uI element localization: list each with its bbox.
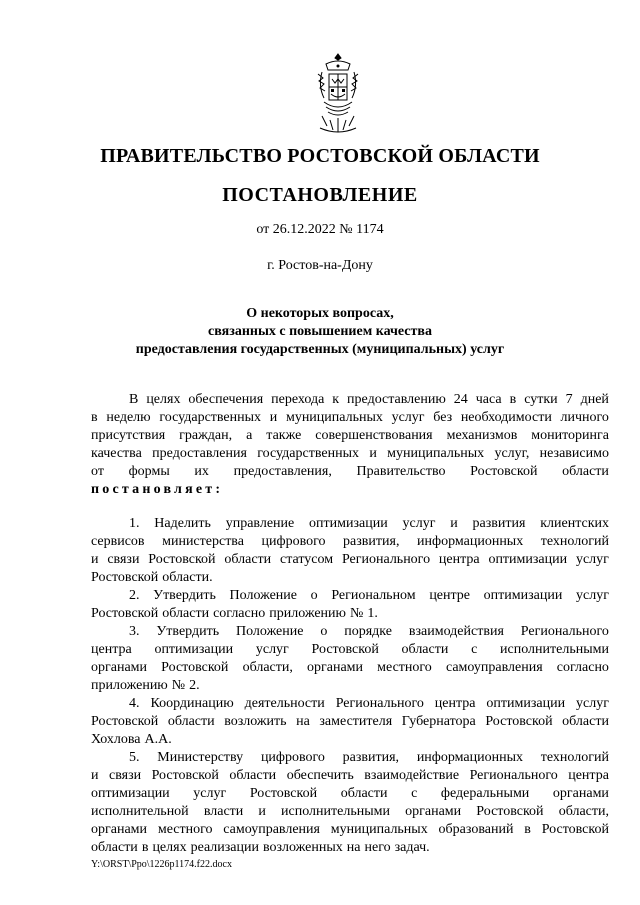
text-line: Ростовской области. [91, 570, 213, 585]
coat-of-arms-icon [316, 52, 360, 134]
government-title: ПРАВИТЕЛЬСТВО РОСТОВСКОЙ ОБЛАСТИ [100, 145, 540, 167]
subject-line: связанных с повышением качества [208, 324, 432, 339]
subject-line: О некоторых вопросах, [246, 306, 394, 321]
item-5 [91, 749, 609, 857]
text-line: от формы их предоставления, Правительство Ростовской области [91, 464, 609, 479]
text-line: 4. Координацию деятельности Регионального центра оптимизации услуг [129, 696, 609, 711]
text-line: в неделю государственных и муниципальных услуг без необходимости личного [91, 410, 609, 425]
text-line: присутствия граждан, а также совершенствования механизмов мониторинга [91, 428, 609, 443]
item-3 [91, 623, 609, 695]
city: г. Ростов-на-Дону [267, 258, 373, 273]
text-line: органами Ростовской области, органами местного самоуправления согласно [91, 660, 609, 675]
text-line: органами местного самоуправления муниципальных образований в Ростовской [91, 822, 609, 837]
item-2 [91, 587, 609, 623]
text-line: Ростовской области возложить на заместителя Губернатора Ростовской области [91, 714, 609, 729]
date-number: от 26.12.2022 № 1174 [256, 222, 384, 237]
text-line: качества предоставления государственных и муниципальных услуг, независимо [91, 446, 609, 461]
decree-word: постановляет: [91, 482, 224, 497]
text-line: Ростовской области согласно приложению № 1. [91, 606, 378, 621]
document-subject [0, 305, 640, 359]
file-path-footer: Y:\ORST\Ppo\1226p1174.f22.docx [91, 859, 232, 870]
text-line: исполнительной власти и исполнительными органами Ростовской области, [91, 804, 609, 819]
text-line: центра оптимизации услуг Ростовской области с исполнительными [91, 642, 609, 657]
text-line: и связи Ростовской области обеспечить взаимодействие Регионального центра [91, 768, 609, 783]
text-line: и связи Ростовской области статусом Регионального центра оптимизации услуг [91, 552, 609, 567]
subject-line: предоставления государственных (муниципальных) услуг [135, 342, 505, 357]
text-line: оптимизации услуг Ростовской области с федеральными органами [91, 786, 609, 801]
preamble-paragraph [91, 391, 609, 499]
text-line: Хохлова А.А. [91, 732, 172, 747]
text-line: области в целях реализации возложенных на него задач. [91, 840, 430, 855]
text-line: В целях обеспечения перехода к предоставлению 24 часа в сутки 7 дней [129, 392, 609, 407]
document-type: ПОСТАНОВЛЕНИЕ [222, 184, 418, 206]
text-line: приложению № 2. [91, 678, 200, 693]
text-line: 3. Утвердить Положение о порядке взаимодействия Регионального [129, 624, 609, 639]
item-1 [91, 515, 609, 587]
text-line: 1. Наделить управление оптимизации услуг и развития клиентских [129, 516, 609, 531]
item-4 [91, 695, 609, 749]
text-line: 5. Министерству цифрового развития, информационных технологий [129, 750, 609, 765]
text-line: 2. Утвердить Положение о Региональном центре оптимизации услуг [129, 588, 609, 603]
text-line: сервисов министерства цифрового развития, информационных технологий [91, 534, 609, 549]
